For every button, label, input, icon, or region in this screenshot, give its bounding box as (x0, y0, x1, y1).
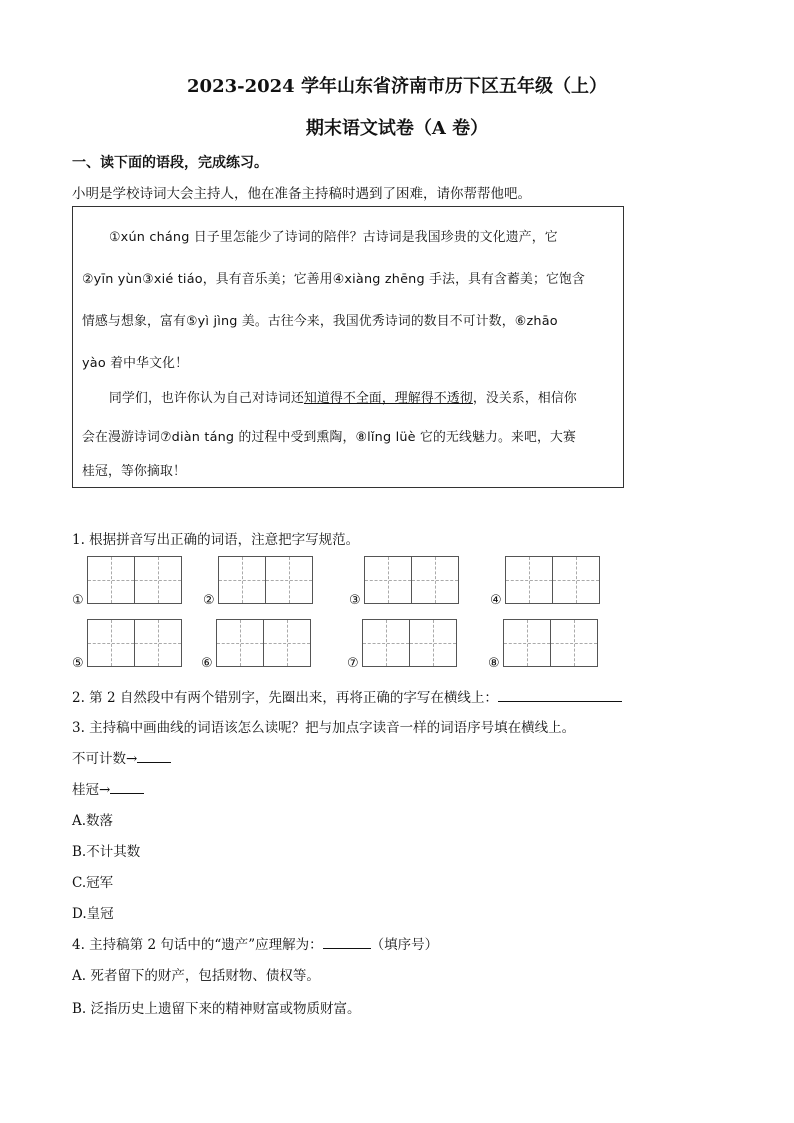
option-item: B. 泛指历史上遗留下来的精神财富或物质财富。 (72, 1001, 361, 1017)
passage-line: ①xún cháng 日子里怎能少了诗词的陪伴？古诗词是我国珍贵的文化遗产，它 (109, 230, 558, 245)
answer-grid-6[interactable] (216, 619, 310, 667)
option-item: C.冠军 (72, 875, 114, 891)
answer-grid-3[interactable] (364, 556, 458, 604)
question-3: 3. 主持稿中画曲线的词语该怎么读呢？把与加点字读音一样的词语序号填在横线上。 (72, 720, 576, 736)
grid-label: ⑧ (488, 656, 500, 671)
passage-line: 桂冠，等你摘取！ (82, 464, 186, 479)
grid-label: ① (72, 593, 84, 608)
page-title: 2023-2024 学年山东省济南市历下区五年级（上） (187, 76, 607, 97)
answer-blank[interactable] (323, 934, 371, 949)
answer-blank[interactable] (110, 779, 144, 794)
grid-label: ④ (490, 593, 502, 608)
question-2-text: 2. 第 2 自然段中有两个错别字，先圈出来，再将正确的字写在横线上： (72, 690, 498, 706)
grid-label: ③ (349, 593, 361, 608)
page-subtitle: 期末语文试卷（A 卷） (305, 118, 489, 139)
q3-item (72, 747, 171, 767)
option-item: B.不计其数 (72, 844, 141, 860)
passage-line: 情感与想象，富有⑤yì jìng 美。古往今来，我国优秀诗词的数目不可计数，⑥zhāo (82, 314, 558, 329)
passage-line: ②yīn yùn③xié tiáo，具有音乐美；它善用④xiàng zhēng 手法，具有含蓄美；它饱含 (82, 272, 586, 287)
q3-item-label: 不可计数→ (72, 751, 138, 767)
answer-grid-1[interactable] (87, 556, 181, 604)
passage-box (72, 206, 624, 488)
grid-label: ⑤ (72, 656, 84, 671)
grid-label: ⑦ (347, 656, 359, 671)
answer-grid-4[interactable] (505, 556, 599, 604)
answer-grid-2[interactable] (218, 556, 312, 604)
answer-grid-7[interactable] (362, 619, 456, 667)
intro-text: 小明是学校诗词大会主持人，他在准备主持稿时遇到了困难，请你帮帮他吧。 (72, 186, 531, 202)
question-1: 1. 根据拼音写出正确的词语，注意把字写规范。 (72, 532, 360, 548)
grid-label: ② (203, 593, 215, 608)
answer-blank[interactable] (498, 687, 622, 702)
passage-line: yào 着中华文化！ (82, 356, 189, 371)
passage-text: ，没关系，相信你 (472, 391, 577, 406)
answer-grid-5[interactable] (87, 619, 181, 667)
option-item: A. 死者留下的财产，包括财物、债权等。 (72, 968, 320, 984)
passage-line: 会在漫游诗词⑦diàn táng 的过程中受到熏陶，⑧lǐng lüè 它的无线魅力。来吧，大赛 (82, 430, 576, 445)
q3-item-label: 桂冠→ (72, 782, 111, 798)
question-4-suffix: （填序号） (370, 937, 439, 953)
section-heading: 一、读下面的语段，完成练习。 (72, 155, 268, 171)
question-4-text: 4. 主持稿第 2 句话中的“遗产”应理解为： (72, 937, 323, 953)
question-4 (72, 933, 438, 953)
passage-line (109, 387, 577, 406)
passage-text: 同学们，也许你认为自己对诗词还 (109, 391, 304, 406)
q3-item (72, 778, 144, 798)
grid-label: ⑥ (201, 656, 213, 671)
answer-grid-8[interactable] (503, 619, 597, 667)
answer-blank[interactable] (137, 748, 171, 763)
option-item: A.数落 (72, 813, 114, 829)
underlined-phrase: 知道得不全面，理解得不透彻 (303, 391, 473, 406)
option-item: D.皇冠 (72, 906, 114, 922)
question-2 (72, 686, 622, 706)
